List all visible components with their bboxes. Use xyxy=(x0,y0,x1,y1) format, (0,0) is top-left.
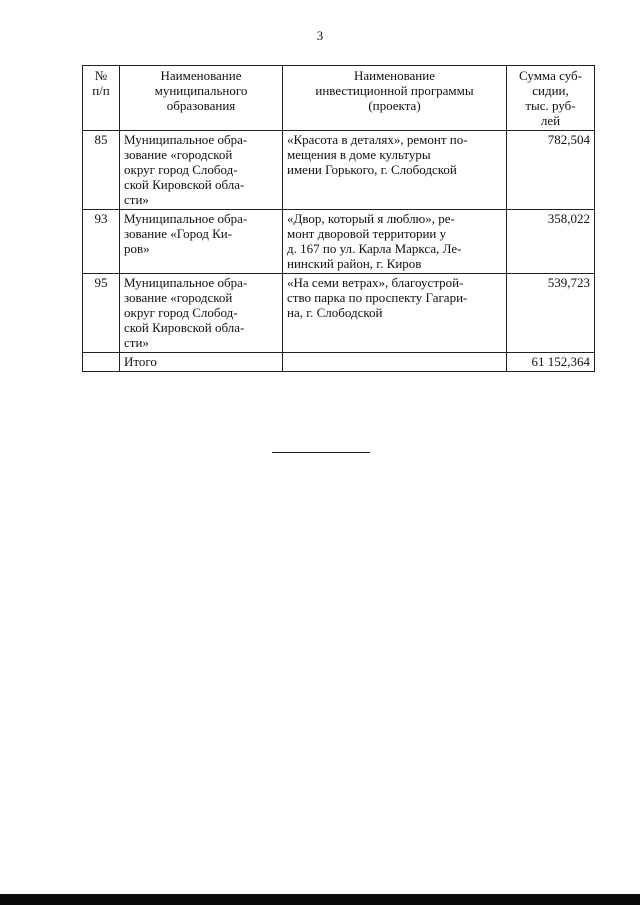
row-municipality-line: Муниципальное обра- xyxy=(124,132,248,147)
header-sum-line: сидии, xyxy=(532,83,569,98)
header-program-line: инвестиционной программы xyxy=(315,83,474,98)
header-sum-line: лей xyxy=(540,113,561,128)
total-num xyxy=(83,353,120,372)
row-program-line: мещения в доме культуры xyxy=(287,147,431,162)
row-municipality xyxy=(120,274,283,353)
row-program-line: «Двор, который я люблю», ре- xyxy=(287,211,455,226)
header-municipality-line: образования xyxy=(166,98,236,113)
row-municipality-line: ров» xyxy=(124,241,150,256)
row-municipality-line: сти» xyxy=(124,335,149,350)
row-program-line: «Красота в деталях», ремонт по- xyxy=(287,132,468,147)
row-program-line: имени Горького, г. Слободской xyxy=(287,162,457,177)
header-municipality-line: муниципального xyxy=(154,83,248,98)
total-program xyxy=(283,353,507,372)
header-sum-line: тыс. руб- xyxy=(525,98,576,113)
row-num: 93 xyxy=(83,210,120,274)
table-row xyxy=(83,210,595,274)
row-program xyxy=(283,131,507,210)
row-sum: 782,504 xyxy=(507,131,595,210)
row-program-line: нинский район, г. Киров xyxy=(287,256,422,271)
row-program-line: на, г. Слободской xyxy=(287,305,383,320)
row-municipality-line: Муниципальное обра- xyxy=(124,211,248,226)
table-row xyxy=(83,131,595,210)
row-municipality-line: Муниципальное обра- xyxy=(124,275,248,290)
total-label: Итого xyxy=(120,353,283,372)
row-program xyxy=(283,274,507,353)
end-divider xyxy=(272,452,370,453)
row-program-line: «На семи ветрах», благоустрой- xyxy=(287,275,464,290)
row-municipality xyxy=(120,131,283,210)
header-num-line: № xyxy=(94,68,108,83)
row-program xyxy=(283,210,507,274)
scan-edge-bar xyxy=(0,894,640,905)
header-municipality xyxy=(120,66,283,131)
row-municipality-line: зование «Город Ки- xyxy=(124,226,233,241)
row-municipality-line: зование «городской xyxy=(124,147,233,162)
row-municipality xyxy=(120,210,283,274)
row-municipality-line: округ город Слобод- xyxy=(124,305,238,320)
row-sum: 358,022 xyxy=(507,210,595,274)
row-program-line: ство парка по проспекту Гагари- xyxy=(287,290,468,305)
row-municipality-line: округ город Слобод- xyxy=(124,162,238,177)
header-num xyxy=(83,66,120,131)
row-municipality-line: зование «городской xyxy=(124,290,233,305)
row-num: 85 xyxy=(83,131,120,210)
header-program-line: Наименование xyxy=(354,68,435,83)
header-program xyxy=(283,66,507,131)
row-municipality-line: ской Кировской обла- xyxy=(124,177,245,192)
subsidy-table xyxy=(82,65,595,372)
page-number: 3 xyxy=(316,28,324,43)
row-municipality-line: сти» xyxy=(124,192,149,207)
row-program-line: д. 167 по ул. Карла Маркса, Ле- xyxy=(287,241,462,256)
table-header-row xyxy=(83,66,595,131)
header-municipality-line: Наименование xyxy=(160,68,242,83)
header-program-line: (проекта) xyxy=(368,98,421,113)
row-num: 95 xyxy=(83,274,120,353)
total-row xyxy=(83,353,595,372)
row-municipality-line: ской Кировской обла- xyxy=(124,320,245,335)
row-program-line: монт дворовой территории у xyxy=(287,226,447,241)
header-num-line: п/п xyxy=(92,83,110,98)
header-sum-line: Сумма суб- xyxy=(519,68,582,83)
table-row xyxy=(83,274,595,353)
header-sum xyxy=(507,66,595,131)
row-sum: 539,723 xyxy=(507,274,595,353)
total-sum: 61 152,364 xyxy=(507,353,595,372)
